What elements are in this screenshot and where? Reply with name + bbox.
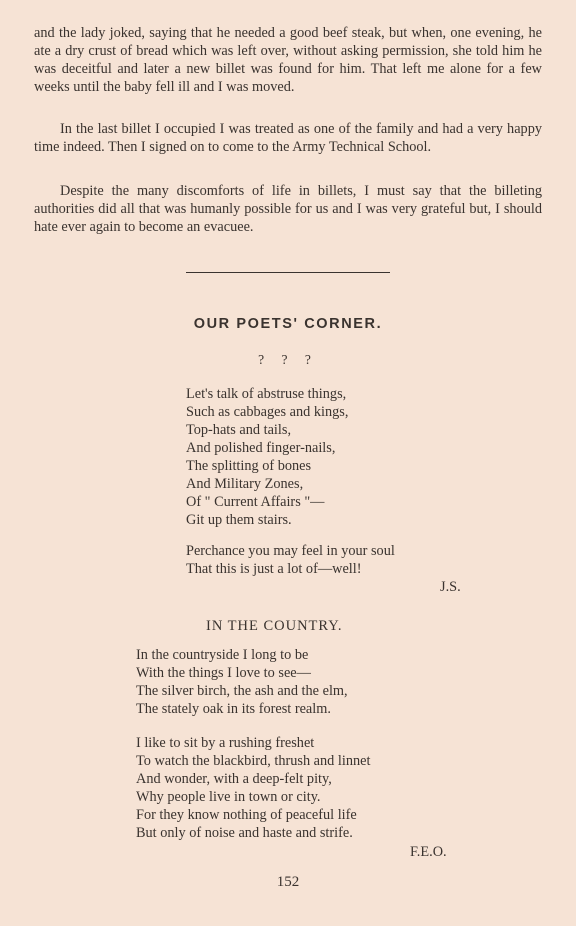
- paragraph-billet-story: and the lady joked, saying that he needed a good beef steak, but when, one evening, he ate a dry crust of bread which was left over, without asking permission, she told him he was deceitful and later a new billet was found for him. That left me alone for a few weeks until the baby fell ill and I was moved.: [34, 25, 542, 95]
- poem-line: Perchance you may feel in your soul: [186, 543, 395, 559]
- poem-line: With the things I love to see—: [136, 665, 311, 681]
- poem-line: And polished finger-nails,: [186, 440, 336, 456]
- poem-line: Top-hats and tails,: [186, 422, 292, 438]
- poem-stanza: [186, 385, 348, 529]
- poem-stanza: [136, 734, 370, 842]
- poem-line: I like to sit by a rushing freshet: [136, 735, 315, 751]
- poem-line: Of " Current Affairs "—: [186, 494, 325, 510]
- poem-line: The silver birch, the ash and the elm,: [136, 683, 348, 699]
- paragraph-conclusion: Despite the many discomforts of life in billets, I must say that the billeting authorities did all that was humanly possible for us and I was very grateful but, I should hate ever again to become an evacuee.: [34, 183, 542, 235]
- poem-line: In the countryside I long to be: [136, 647, 309, 663]
- poem-signature: F.E.O.: [410, 844, 447, 860]
- poem-line: That this is just a lot of—well!: [186, 561, 362, 577]
- poem-title: ? ? ?: [258, 352, 318, 367]
- poem-signature: J.S.: [440, 579, 461, 595]
- poem-stanza: [186, 542, 395, 578]
- poem-line: To watch the blackbird, thrush and linnet: [136, 753, 371, 769]
- section-divider: [186, 272, 390, 273]
- paragraph-last-billet: In the last billet I occupied I was treated as one of the family and had a very happy time indeed. Then I signed on to come to the Army Technical School.: [34, 121, 542, 155]
- poem-stanza: [136, 646, 348, 718]
- poem-line: Such as cabbages and kings,: [186, 404, 349, 420]
- page-number: 152: [276, 874, 300, 890]
- poem-line: Let's talk of abstruse things,: [186, 386, 347, 402]
- poem-line: The stately oak in its forest realm.: [136, 701, 331, 717]
- country-poem-title: IN THE COUNTRY.: [206, 618, 343, 634]
- poem-line: The splitting of bones: [186, 458, 312, 474]
- poem-line: And Military Zones,: [186, 476, 304, 492]
- poets-corner-heading: OUR POETS' CORNER.: [193, 316, 383, 332]
- poem-line: For they know nothing of peaceful life: [136, 807, 357, 823]
- poem-line: But only of noise and haste and strife.: [136, 825, 353, 841]
- poem-line: Git up them stairs.: [186, 512, 292, 528]
- poem-line: And wonder, with a deep-felt pity,: [136, 771, 332, 787]
- poem-line: Why people live in town or city.: [136, 789, 321, 805]
